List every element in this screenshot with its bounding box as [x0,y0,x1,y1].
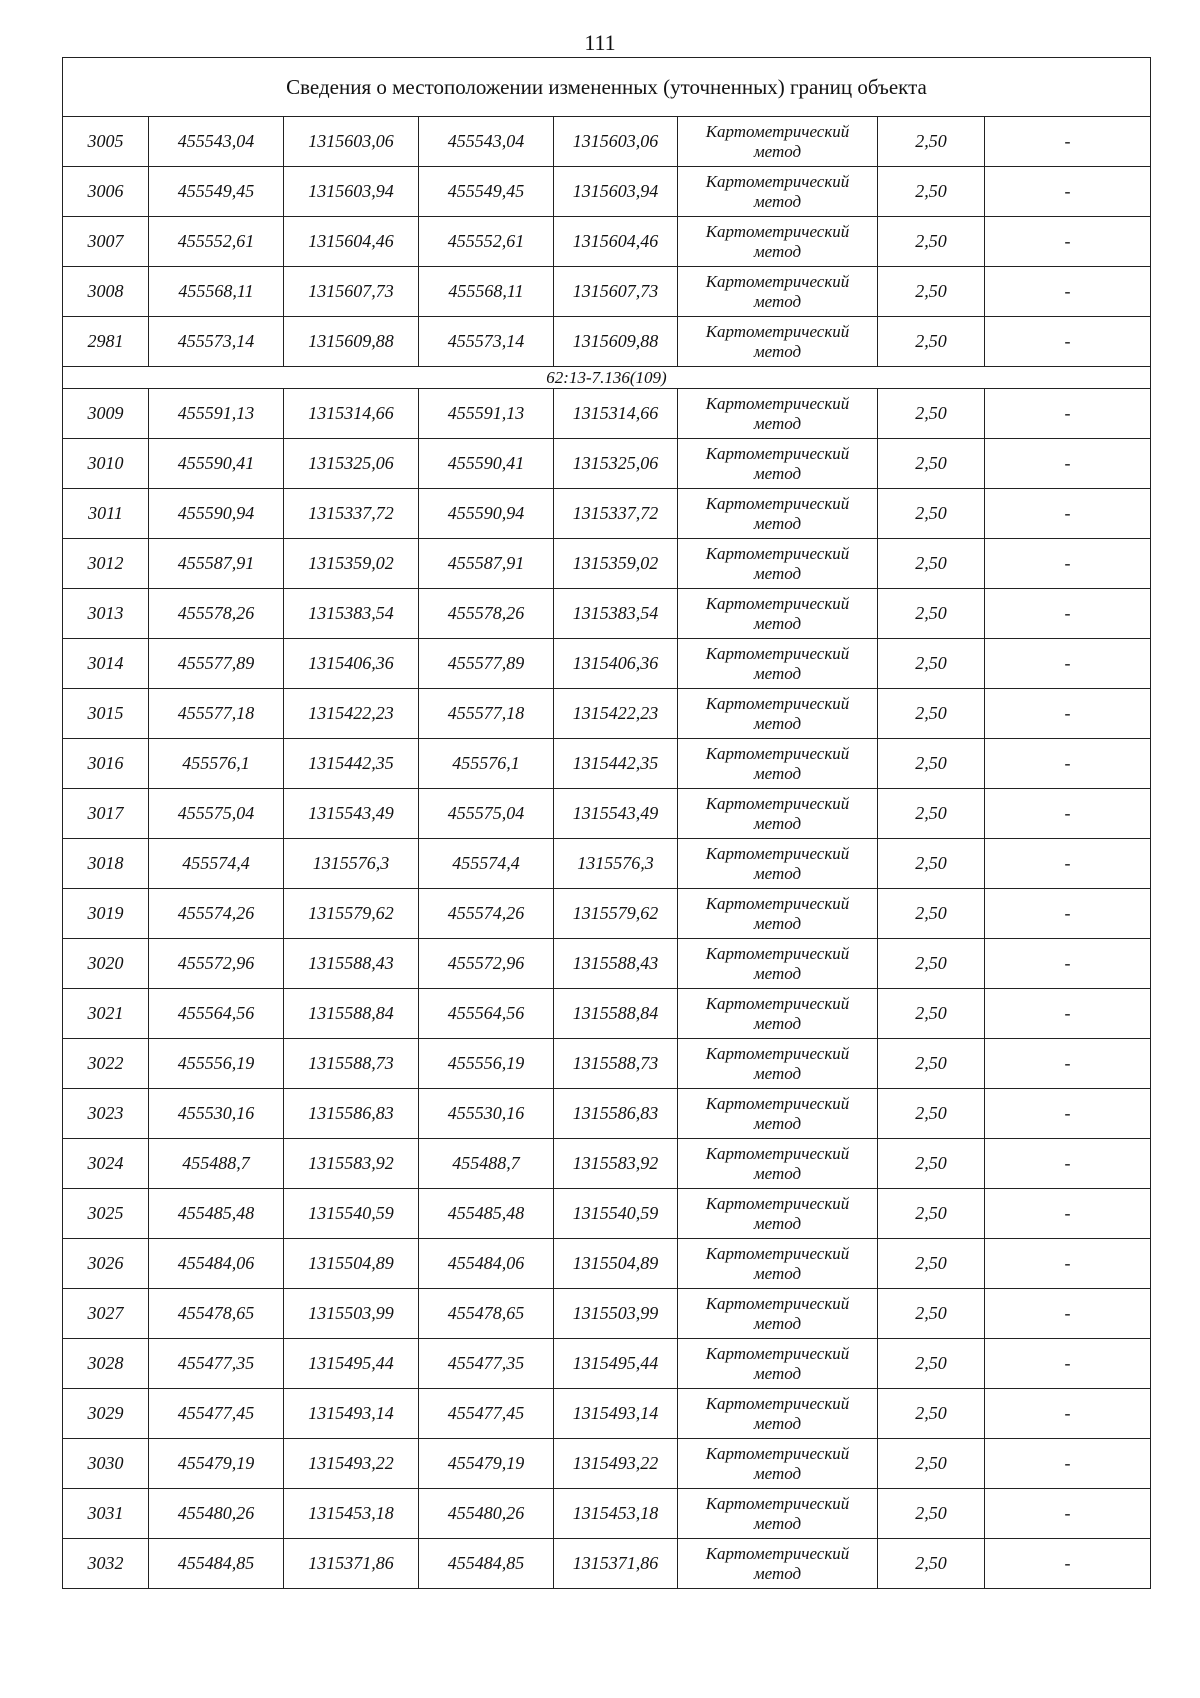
method-cell: Картометрический метод [678,939,878,989]
y-old-cell: 1315543,49 [284,789,419,839]
y-old-cell: 1315493,14 [284,1389,419,1439]
accuracy-cell: 2,50 [878,1389,985,1439]
table-row [63,639,1151,689]
x-old-cell: 455543,04 [149,117,284,167]
y-old-cell: 1315383,54 [284,589,419,639]
x-old-cell: 455591,13 [149,389,284,439]
accuracy-cell: 2,50 [878,839,985,889]
point-number-cell: 3018 [63,839,149,889]
x-old-cell: 455488,7 [149,1139,284,1189]
accuracy-cell: 2,50 [878,889,985,939]
y-new-cell: 1315453,18 [554,1489,678,1539]
y-old-cell: 1315609,88 [284,317,419,367]
table-body [63,58,1151,1589]
description-cell: - [985,789,1151,839]
table-title: Сведения о местоположении измененных (уточненных) границ объекта [63,58,1151,117]
y-new-cell: 1315422,23 [554,689,678,739]
y-new-cell: 1315543,49 [554,789,678,839]
x-new-cell: 455477,45 [419,1389,554,1439]
x-new-cell: 455484,06 [419,1239,554,1289]
parcel-number: 62:13-7.136(109) [63,367,1151,389]
description-cell: - [985,489,1151,539]
y-old-cell: 1315337,72 [284,489,419,539]
table-row [63,1289,1151,1339]
point-number-cell: 3009 [63,389,149,439]
method-cell: Картометрический метод [678,689,878,739]
y-old-cell: 1315588,84 [284,989,419,1039]
accuracy-cell: 2,50 [878,1189,985,1239]
x-old-cell: 455485,48 [149,1189,284,1239]
x-old-cell: 455556,19 [149,1039,284,1089]
y-old-cell: 1315579,62 [284,889,419,939]
y-new-cell: 1315607,73 [554,267,678,317]
x-new-cell: 455591,13 [419,389,554,439]
method-cell: Картометрический метод [678,217,878,267]
y-old-cell: 1315586,83 [284,1089,419,1139]
method-cell: Картометрический метод [678,1339,878,1389]
table-row [63,939,1151,989]
x-new-cell: 455590,41 [419,439,554,489]
table-row [63,1189,1151,1239]
y-new-cell: 1315442,35 [554,739,678,789]
y-new-cell: 1315359,02 [554,539,678,589]
x-new-cell: 455479,19 [419,1439,554,1489]
method-cell: Картометрический метод [678,739,878,789]
description-cell: - [985,639,1151,689]
x-new-cell: 455590,94 [419,489,554,539]
y-old-cell: 1315325,06 [284,439,419,489]
method-cell: Картометрический метод [678,1189,878,1239]
table-row [63,1089,1151,1139]
x-old-cell: 455568,11 [149,267,284,317]
point-number-cell: 3010 [63,439,149,489]
description-cell: - [985,539,1151,589]
x-old-cell: 455479,19 [149,1439,284,1489]
table-row [63,1039,1151,1089]
y-new-cell: 1315314,66 [554,389,678,439]
x-old-cell: 455484,06 [149,1239,284,1289]
point-number-cell: 3008 [63,267,149,317]
y-old-cell: 1315314,66 [284,389,419,439]
x-old-cell: 455590,94 [149,489,284,539]
accuracy-cell: 2,50 [878,639,985,689]
x-new-cell: 455575,04 [419,789,554,839]
x-new-cell: 455573,14 [419,317,554,367]
y-old-cell: 1315453,18 [284,1489,419,1539]
x-old-cell: 455577,18 [149,689,284,739]
table-row [63,1139,1151,1189]
y-old-cell: 1315604,46 [284,217,419,267]
x-old-cell: 455590,41 [149,439,284,489]
point-number-cell: 3011 [63,489,149,539]
y-new-cell: 1315603,06 [554,117,678,167]
accuracy-cell: 2,50 [878,1339,985,1389]
boundary-coordinates-table [62,57,1151,1589]
description-cell: - [985,117,1151,167]
table-row [63,1339,1151,1389]
description-cell: - [985,1439,1151,1489]
method-cell: Картометрический метод [678,439,878,489]
accuracy-cell: 2,50 [878,117,985,167]
point-number-cell: 3021 [63,989,149,1039]
method-cell: Картометрический метод [678,1289,878,1339]
description-cell: - [985,839,1151,889]
x-new-cell: 455568,11 [419,267,554,317]
y-new-cell: 1315583,92 [554,1139,678,1189]
table-row [63,1539,1151,1589]
x-old-cell: 455484,85 [149,1539,284,1589]
point-number-cell: 3006 [63,167,149,217]
y-new-cell: 1315371,86 [554,1539,678,1589]
table-row [63,789,1151,839]
accuracy-cell: 2,50 [878,939,985,989]
accuracy-cell: 2,50 [878,317,985,367]
x-new-cell: 455480,26 [419,1489,554,1539]
method-cell: Картометрический метод [678,389,878,439]
y-new-cell: 1315504,89 [554,1239,678,1289]
point-number-cell: 3024 [63,1139,149,1189]
page-number: 111 [584,30,616,55]
point-number-cell: 3022 [63,1039,149,1089]
x-new-cell: 455552,61 [419,217,554,267]
accuracy-cell: 2,50 [878,689,985,739]
description-cell: - [985,689,1151,739]
description-cell: - [985,989,1151,1039]
table-row [63,1489,1151,1539]
description-cell: - [985,589,1151,639]
x-new-cell: 455477,35 [419,1339,554,1389]
accuracy-cell: 2,50 [878,589,985,639]
description-cell: - [985,267,1151,317]
description-cell: - [985,1289,1151,1339]
y-new-cell: 1315540,59 [554,1189,678,1239]
accuracy-cell: 2,50 [878,389,985,439]
method-cell: Картометрический метод [678,317,878,367]
method-cell: Картометрический метод [678,1539,878,1589]
method-cell: Картометрический метод [678,1039,878,1089]
y-new-cell: 1315604,46 [554,217,678,267]
y-old-cell: 1315576,3 [284,839,419,889]
description-cell: - [985,1189,1151,1239]
method-cell: Картометрический метод [678,1439,878,1489]
method-cell: Картометрический метод [678,167,878,217]
y-old-cell: 1315359,02 [284,539,419,589]
point-number-cell: 3017 [63,789,149,839]
point-number-cell: 3028 [63,1339,149,1389]
y-new-cell: 1315383,54 [554,589,678,639]
point-number-cell: 3013 [63,589,149,639]
description-cell: - [985,1389,1151,1439]
accuracy-cell: 2,50 [878,217,985,267]
table-row [63,267,1151,317]
point-number-cell: 3027 [63,1289,149,1339]
x-new-cell: 455530,16 [419,1089,554,1139]
method-cell: Картометрический метод [678,1089,878,1139]
x-old-cell: 455564,56 [149,989,284,1039]
accuracy-cell: 2,50 [878,1139,985,1189]
accuracy-cell: 2,50 [878,1289,985,1339]
point-number-cell: 2981 [63,317,149,367]
accuracy-cell: 2,50 [878,789,985,839]
x-old-cell: 455572,96 [149,939,284,989]
x-old-cell: 455578,26 [149,589,284,639]
method-cell: Картометрический метод [678,267,878,317]
point-number-cell: 3026 [63,1239,149,1289]
accuracy-cell: 2,50 [878,539,985,589]
x-old-cell: 455552,61 [149,217,284,267]
point-number-cell: 3015 [63,689,149,739]
y-old-cell: 1315504,89 [284,1239,419,1289]
method-cell: Картометрический метод [678,1139,878,1189]
y-new-cell: 1315493,22 [554,1439,678,1489]
table-row [63,839,1151,889]
accuracy-cell: 2,50 [878,167,985,217]
x-new-cell: 455572,96 [419,939,554,989]
y-new-cell: 1315588,73 [554,1039,678,1089]
method-cell: Картометрический метод [678,639,878,689]
y-old-cell: 1315588,43 [284,939,419,989]
table-row [63,167,1151,217]
point-number-cell: 3029 [63,1389,149,1439]
table-row [63,1439,1151,1489]
x-old-cell: 455477,35 [149,1339,284,1389]
table-row [63,539,1151,589]
y-old-cell: 1315493,22 [284,1439,419,1489]
description-cell: - [985,439,1151,489]
table-row [63,217,1151,267]
point-number-cell: 3023 [63,1089,149,1139]
description-cell: - [985,217,1151,267]
y-old-cell: 1315371,86 [284,1539,419,1589]
table-row [63,689,1151,739]
point-number-cell: 3007 [63,217,149,267]
x-new-cell: 455574,4 [419,839,554,889]
x-old-cell: 455577,89 [149,639,284,689]
x-new-cell: 455488,7 [419,1139,554,1189]
y-new-cell: 1315588,84 [554,989,678,1039]
x-old-cell: 455576,1 [149,739,284,789]
x-new-cell: 455484,85 [419,1539,554,1589]
method-cell: Картометрический метод [678,889,878,939]
x-new-cell: 455574,26 [419,889,554,939]
table-row [63,317,1151,367]
x-new-cell: 455578,26 [419,589,554,639]
table-row [63,389,1151,439]
x-old-cell: 455477,45 [149,1389,284,1439]
table-title-row [63,58,1151,117]
y-old-cell: 1315422,23 [284,689,419,739]
x-old-cell: 455530,16 [149,1089,284,1139]
y-old-cell: 1315603,06 [284,117,419,167]
method-cell: Картометрический метод [678,117,878,167]
y-new-cell: 1315586,83 [554,1089,678,1139]
y-old-cell: 1315540,59 [284,1189,419,1239]
accuracy-cell: 2,50 [878,989,985,1039]
accuracy-cell: 2,50 [878,489,985,539]
y-old-cell: 1315588,73 [284,1039,419,1089]
x-old-cell: 455587,91 [149,539,284,589]
y-new-cell: 1315609,88 [554,317,678,367]
accuracy-cell: 2,50 [878,1039,985,1089]
y-new-cell: 1315603,94 [554,167,678,217]
y-new-cell: 1315503,99 [554,1289,678,1339]
x-new-cell: 455564,56 [419,989,554,1039]
method-cell: Картометрический метод [678,539,878,589]
description-cell: - [985,389,1151,439]
method-cell: Картометрический метод [678,839,878,889]
description-cell: - [985,1239,1151,1289]
method-cell: Картометрический метод [678,1239,878,1289]
table-row [63,889,1151,939]
x-new-cell: 455543,04 [419,117,554,167]
description-cell: - [985,1089,1151,1139]
accuracy-cell: 2,50 [878,739,985,789]
y-old-cell: 1315503,99 [284,1289,419,1339]
table-row [63,589,1151,639]
y-new-cell: 1315588,43 [554,939,678,989]
x-new-cell: 455577,89 [419,639,554,689]
description-cell: - [985,1039,1151,1089]
point-number-cell: 3032 [63,1539,149,1589]
x-old-cell: 455478,65 [149,1289,284,1339]
description-cell: - [985,939,1151,989]
point-number-cell: 3030 [63,1439,149,1489]
x-new-cell: 455556,19 [419,1039,554,1089]
x-new-cell: 455478,65 [419,1289,554,1339]
point-number-cell: 3012 [63,539,149,589]
accuracy-cell: 2,50 [878,1089,985,1139]
table-row [63,739,1151,789]
method-cell: Картометрический метод [678,589,878,639]
x-old-cell: 455573,14 [149,317,284,367]
method-cell: Картометрический метод [678,1389,878,1439]
method-cell: Картометрический метод [678,789,878,839]
accuracy-cell: 2,50 [878,1489,985,1539]
table-row [63,1389,1151,1439]
y-old-cell: 1315406,36 [284,639,419,689]
point-number-cell: 3005 [63,117,149,167]
table-row [63,1239,1151,1289]
y-new-cell: 1315493,14 [554,1389,678,1439]
table-row [63,117,1151,167]
point-number-cell: 3014 [63,639,149,689]
y-new-cell: 1315337,72 [554,489,678,539]
x-new-cell: 455587,91 [419,539,554,589]
description-cell: - [985,1489,1151,1539]
point-number-cell: 3019 [63,889,149,939]
x-old-cell: 455549,45 [149,167,284,217]
parcel-heading-row [63,367,1151,389]
description-cell: - [985,1539,1151,1589]
table-row [63,989,1151,1039]
description-cell: - [985,317,1151,367]
accuracy-cell: 2,50 [878,267,985,317]
x-old-cell: 455574,4 [149,839,284,889]
point-number-cell: 3025 [63,1189,149,1239]
description-cell: - [985,739,1151,789]
x-new-cell: 455485,48 [419,1189,554,1239]
y-old-cell: 1315583,92 [284,1139,419,1189]
y-new-cell: 1315579,62 [554,889,678,939]
method-cell: Картометрический метод [678,489,878,539]
y-old-cell: 1315495,44 [284,1339,419,1389]
table-row [63,489,1151,539]
accuracy-cell: 2,50 [878,1539,985,1589]
description-cell: - [985,1139,1151,1189]
accuracy-cell: 2,50 [878,1239,985,1289]
x-old-cell: 455480,26 [149,1489,284,1539]
description-cell: - [985,167,1151,217]
method-cell: Картометрический метод [678,989,878,1039]
y-new-cell: 1315325,06 [554,439,678,489]
accuracy-cell: 2,50 [878,1439,985,1489]
x-new-cell: 455577,18 [419,689,554,739]
point-number-cell: 3020 [63,939,149,989]
point-number-cell: 3016 [63,739,149,789]
description-cell: - [985,1339,1151,1389]
accuracy-cell: 2,50 [878,439,985,489]
y-new-cell: 1315406,36 [554,639,678,689]
table-row [63,439,1151,489]
x-old-cell: 455575,04 [149,789,284,839]
y-new-cell: 1315576,3 [554,839,678,889]
y-old-cell: 1315603,94 [284,167,419,217]
x-old-cell: 455574,26 [149,889,284,939]
description-cell: - [985,889,1151,939]
y-old-cell: 1315442,35 [284,739,419,789]
x-new-cell: 455549,45 [419,167,554,217]
method-cell: Картометрический метод [678,1489,878,1539]
x-new-cell: 455576,1 [419,739,554,789]
y-old-cell: 1315607,73 [284,267,419,317]
point-number-cell: 3031 [63,1489,149,1539]
y-new-cell: 1315495,44 [554,1339,678,1389]
